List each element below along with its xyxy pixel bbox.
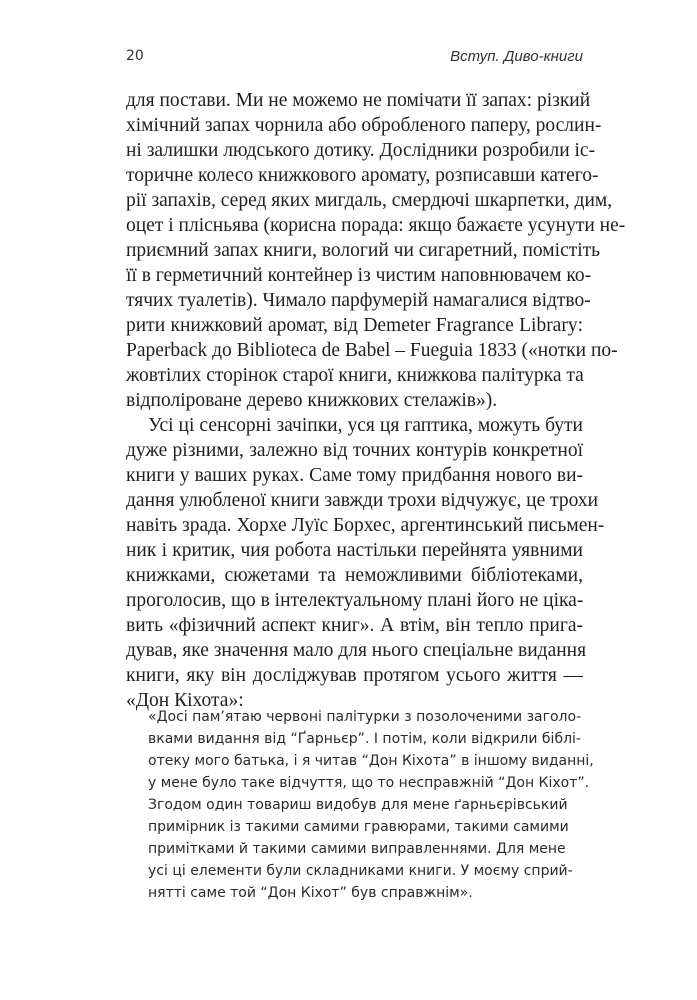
text-line: жовтілих сторінок старої книги, книжкова палітурка та — [126, 365, 584, 386]
quote-line: примітками й такими самими виправленнями. Для мене — [148, 841, 566, 857]
text-line: її в герметичний контейнер із чистим наповнювачем ко- — [126, 265, 592, 286]
text-line: хімічний запах чорнила або обробленого паперу, рослин- — [126, 115, 602, 136]
text-line: Усі ці сенсорні зачіпки, уся ця гаптика, можуть бути — [148, 415, 583, 436]
text-line: ник і критик, чия робота настільки перейнята уявними — [126, 540, 583, 561]
text-line: дував, яке значення мало для нього спеціальне видання — [126, 640, 587, 661]
text-line: вить «фізичний аспект книг». А втім, він тепло прига- — [126, 615, 583, 636]
quote-line: у мене було таке відчуття, що то несправжній “Дон Кіхот”. — [148, 775, 590, 791]
text-line: рити книжковий аромат, від Demeter Fragrance Library: — [126, 315, 583, 336]
running-title: Вступ. Диво-книги — [450, 48, 583, 65]
text-line: рії запахів, серед яких мигдаль, смердючі шкарпетки, дим, — [126, 190, 613, 211]
quote-line: усі ці елементи були складниками книги. У моєму сприй- — [148, 863, 573, 879]
text-line: відполіроване дерево книжкових стелажів»). — [126, 390, 498, 411]
quote-line: вками видання від “Ґарньєр”. І потім, коли відкрили бiблі- — [148, 731, 581, 747]
quote-line: «Досі пам’ятаю червоні палітурки з позолоченими заголо- — [148, 709, 582, 725]
quote-line: отеку мого батька, і я читав “Дон Кіхота” в іншому виданні, — [148, 753, 594, 769]
text-line: ні залишки людського дотику. Дослідники розробили іс- — [126, 140, 596, 161]
text-line: дання улюбленої книги завжди трохи відчужує, це трохи — [126, 490, 599, 511]
text-line: тячих туалетів). Чимало парфумерій намагалися відтво- — [126, 290, 591, 311]
text-line: «Дон Кіхота»: — [126, 690, 244, 711]
block-quote — [148, 706, 594, 904]
body-text — [126, 88, 626, 713]
text-line: Paperback до Biblioteca de Babel – Fueguia 1833 («нотки по- — [126, 340, 618, 361]
text-line: книги, яку він досліджував протягом усього життя — — [126, 665, 583, 686]
text-line: книжками, сюжетами та неможливими бібліотеками, — [126, 565, 583, 586]
text-line: навіть зрада. Хорхе Луїс Борхес, аргентинський письмен- — [126, 515, 605, 536]
page-number: 20 — [126, 48, 144, 64]
text-line: торичне колесо книжкового аромату, розписавши катего- — [126, 165, 599, 186]
running-header — [126, 48, 583, 68]
text-line: дуже різними, залежно від точних контурів конкретної — [126, 440, 583, 461]
text-line: оцет і плісньява (корисна порада: якщо бажаєте усунути не- — [126, 215, 626, 236]
text-line: книги у ваших руках. Саме тому придбання нового ви- — [126, 465, 583, 486]
text-line: проголосив, що в інтелектуальному плані його не ціка- — [126, 590, 584, 611]
quote-line: нятті саме той “Дон Кіхот” був справжнім». — [148, 885, 473, 901]
quote-line: Згодом один товариш видобув для мене ґарньєрівський — [148, 797, 568, 813]
text-line: для постави. Ми не можемо не помічати її запах: різкий — [126, 90, 591, 111]
text-line: приємний запах книги, вологий чи сигаретний, помістіть — [126, 240, 601, 261]
quote-line: примірник із такими самими гравюрами, такими самими — [148, 819, 569, 835]
